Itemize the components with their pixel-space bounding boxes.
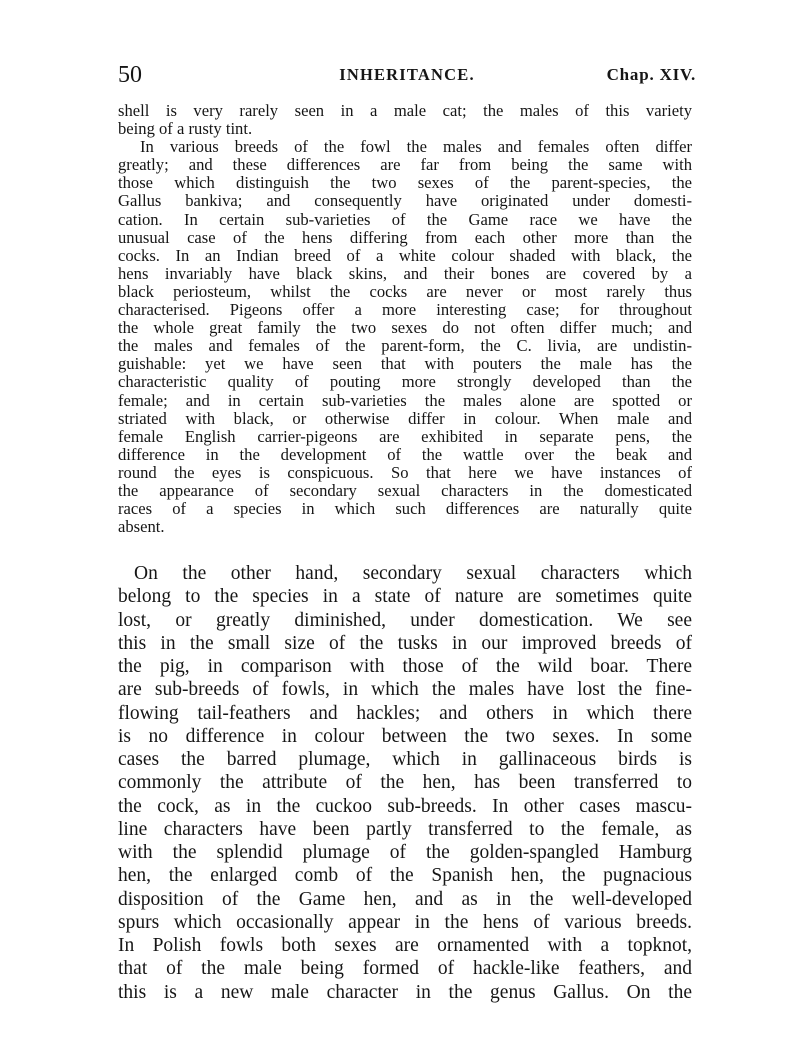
text-line: guishable: yet we have seen that with pouters the male has the (118, 355, 692, 374)
text-line: round the eyes is conspicuous. So that here we have instances of (118, 463, 692, 482)
text-line: cocks. In an Indian breed of a white colour shaded with black, the (118, 246, 692, 265)
text-line: Gallus bankiva; and consequently have originated under domesti- (118, 192, 692, 211)
text-line: flowing tail-feathers and hackles; and others in which there (118, 702, 692, 724)
text-line: hens invariably have black skins, and their bones are covered by a (118, 264, 692, 283)
paragraph-1 (118, 102, 692, 536)
text-line: lost, or greatly diminished, under domestication. We see (118, 609, 692, 631)
text-line: disposition of the Game hen, and as in the well-developed (118, 888, 692, 910)
text-line: spurs which occasionally appear in the hens of various breeds. (118, 911, 692, 933)
text-line: striated with black, or otherwise differ in colour. When male and (118, 409, 692, 428)
text-line: this in the small size of the tusks in our improved breeds of (118, 632, 692, 654)
text-line: with the splendid plumage of the golden-spangled Hamburg (118, 842, 692, 863)
page-number: 50 (118, 62, 142, 88)
paragraph-2 (118, 562, 692, 1004)
text-line: those which distinguish the two sexes of the parent-species, the (118, 174, 692, 193)
text-line: the pig, in comparison with those of the wild boar. There (118, 656, 692, 677)
chapter-label: Chap. XIV. (606, 65, 696, 84)
running-title: INHERITANCE. (339, 65, 475, 84)
text-line: On the other hand, secondary sexual characters which (134, 563, 692, 584)
text-line: greatly; and these differences are far from being the same with (118, 156, 692, 175)
text-line: that of the male being formed of hackle-like feathers, and (118, 958, 692, 980)
text-line: the whole great family the two sexes do not often differ much; and (118, 319, 692, 338)
text-line: difference in the development of the wattle over the beak and (118, 445, 692, 464)
text-line: female English carrier-pigeons are exhibited in separate pens, the (118, 427, 692, 446)
text-line: In various breeds of the fowl the males and females often differ (140, 138, 692, 157)
text-line: hen, the enlarged comb of the Spanish hen, the pugnacious (118, 865, 692, 887)
text-line: line characters have been partly transferred to the female, as (118, 818, 692, 840)
text-line: absent. (118, 518, 165, 537)
text-line: characterised. Pigeons offer a more interesting case; for throughout (118, 301, 692, 320)
text-line: races of a species in which such differences are naturally quite (118, 500, 692, 519)
text-line: cation. In certain sub-varieties of the Game race we have the (118, 210, 692, 229)
text-line: the males and females of the parent-form, the C. livia, are undistin- (118, 337, 692, 356)
text-line: is no difference in colour between the two sexes. In some (118, 725, 692, 747)
text-line: are sub-breeds of fowls, in which the males have lost the fine- (118, 679, 692, 701)
text-line: commonly the attribute of the hen, has been transferred to (118, 772, 692, 794)
text-line: characteristic quality of pouting more strongly developed than the (118, 373, 692, 392)
text-line: black periosteum, whilst the cocks are never or most rarely thus (118, 282, 692, 301)
text-line: unusual case of the hens differing from each other more than the (118, 228, 692, 247)
text-line: In Polish fowls both sexes are ornamented with a topknot, (118, 935, 692, 956)
text-line: belong to the species in a state of nature are sometimes quite (118, 586, 692, 608)
text-line: this is a new male character in the genus Gallus. On the (118, 981, 692, 1003)
text-line: the cock, as in the cuckoo sub-breeds. In other cases mascu- (118, 795, 692, 817)
text-line: the appearance of secondary sexual characters in the domesticated (118, 481, 692, 500)
text-line: being of a rusty tint. (118, 120, 253, 139)
text-line: shell is very rarely seen in a male cat; the males of this variety (118, 102, 692, 120)
text-line: female; and in certain sub-varieties the males alone are spotted or (118, 391, 692, 410)
page-header (118, 62, 696, 92)
text-line: cases the barred plumage, which in gallinaceous birds is (118, 749, 692, 770)
